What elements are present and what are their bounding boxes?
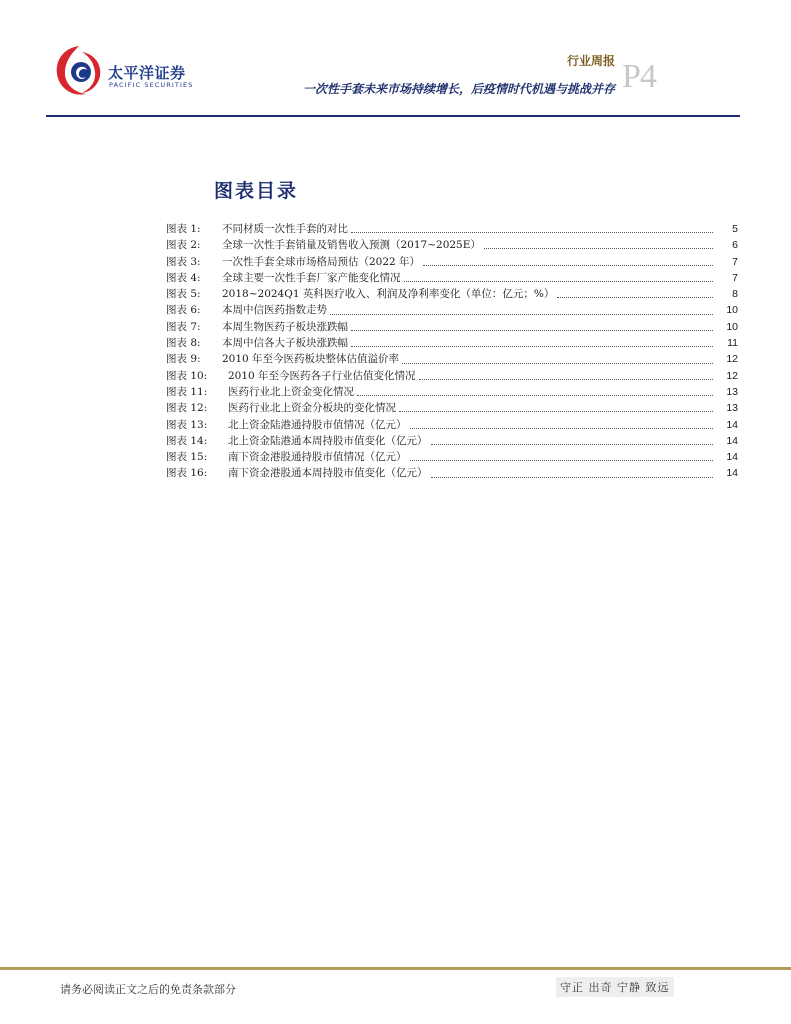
toc-entry-page: 14: [726, 434, 738, 447]
toc-entry[interactable]: [166, 417, 738, 433]
toc-dot-leader: [484, 247, 713, 249]
toc-entry-page: 7: [732, 255, 738, 268]
toc-entry-title: 北上资金陆港通持股市值情况（亿元）: [228, 418, 407, 431]
toc-entry-label: 图表 15:: [166, 451, 208, 464]
toc-entry-page: 14: [726, 451, 738, 464]
footer-divider: [0, 967, 791, 970]
toc-entry-label: 图表 8:: [166, 337, 201, 350]
toc-dot-leader: [410, 427, 714, 429]
toc-entry-page: 11: [727, 337, 738, 350]
toc-entry-title: 本周生物医药子板块涨跌幅: [222, 320, 348, 333]
toc-entry-title: 不同材质一次性手套的对比: [222, 223, 348, 235]
toc-entry-title: 医药行业北上资金分板块的变化情况: [228, 402, 396, 415]
toc-entry[interactable]: [166, 319, 738, 335]
toc-entry-title: 一次性手套全球市场格局预估（2022 年）: [222, 255, 421, 268]
toc-entry-page: 13: [726, 402, 738, 415]
toc-entry-title: 全球主要一次性手套厂家产能变化情况: [222, 271, 401, 284]
disclaimer-note: 请务必阅读正文之后的免责条款部分: [60, 983, 236, 996]
toc-entry-page: 12: [726, 369, 738, 382]
toc-dot-leader: [431, 476, 714, 478]
toc-dot-leader: [423, 264, 713, 266]
toc-entry-page: 14: [726, 467, 738, 480]
toc-entry-label: 图表 7:: [166, 320, 201, 333]
toc-list: [166, 221, 738, 482]
toc-entry[interactable]: [166, 449, 738, 465]
toc-entry-title: 全球一次性手套销量及销售收入预测（2017~2025E）: [222, 239, 481, 252]
toc-entry-label: 图表 10:: [166, 369, 208, 382]
company-motto: 守正 出奇 宁静 致远: [556, 977, 674, 997]
toc-entry-label: 图表 13:: [166, 418, 208, 431]
toc-entry-page: 13: [726, 385, 738, 398]
report-type: 行业周报: [566, 54, 615, 68]
toc-entry-label: 图表 1:: [166, 223, 201, 235]
toc-entry[interactable]: [166, 270, 738, 286]
toc-entry-page: 6: [732, 239, 738, 252]
toc-entry-page: 8: [732, 288, 738, 301]
toc-entry[interactable]: [166, 254, 738, 270]
toc-entry[interactable]: [166, 302, 738, 318]
toc-dot-leader: [402, 362, 713, 364]
page-number: P4: [622, 58, 656, 95]
toc-entry-label: 图表 3:: [166, 255, 201, 268]
toc-entry-label: 图表 5:: [166, 288, 201, 301]
toc-entry-page: 10: [726, 320, 738, 333]
toc-entry-page: 14: [726, 418, 738, 431]
toc-entry[interactable]: [166, 286, 738, 302]
toc-entry-title: 2010 年至今医药板块整体估值溢价率: [222, 353, 400, 366]
toc-entry-page: 5: [732, 223, 738, 235]
toc-entry-title: 本周中信医药指数走势: [222, 304, 327, 317]
header-divider: [46, 115, 740, 117]
toc-entry[interactable]: [166, 351, 738, 367]
toc-entry-label: 图表 6:: [166, 304, 201, 317]
toc-dot-leader: [419, 378, 713, 380]
toc-entry-title: 2010 年至今医药各子行业估值变化情况: [228, 369, 416, 382]
toc-entry-page: 7: [732, 271, 738, 284]
toc-entry-label: 图表 2:: [166, 239, 201, 252]
toc-entry-title: 医药行业北上资金变化情况: [228, 385, 354, 398]
toc-entry-label: 图表 9:: [166, 353, 201, 366]
toc-entry-label: 图表 12:: [166, 402, 208, 415]
toc-entry-label: 图表 11:: [166, 385, 208, 398]
toc-dot-leader: [351, 231, 713, 233]
toc-entry[interactable]: [166, 221, 738, 237]
toc-entry-title: 北上资金陆港通本周持股市值变化（亿元）: [228, 434, 428, 447]
toc-dot-leader: [557, 296, 713, 298]
toc-entry[interactable]: [166, 384, 738, 400]
toc-entry[interactable]: [166, 400, 738, 416]
toc-dot-leader: [357, 394, 713, 396]
toc-dot-leader: [404, 280, 714, 282]
toc-entry-page: 12: [726, 353, 738, 366]
report-title: 一次性手套未来市场持续增长，后疫情时代机遇与挑战并存: [302, 82, 615, 96]
toc-dot-leader: [399, 410, 713, 412]
toc-dot-leader: [351, 329, 713, 331]
company-logo: [52, 42, 212, 102]
toc-entry[interactable]: [166, 368, 738, 384]
toc-entry[interactable]: [166, 237, 738, 253]
pacific-securities-logo-icon: [52, 42, 106, 100]
toc-entry-title: 南下资金港股通持股市值情况（亿元）: [228, 451, 407, 464]
brand-name-cn: 太平洋证券: [108, 64, 186, 82]
toc-entry-title: 本周中信各大子板块涨跌幅: [222, 337, 348, 350]
toc-entry-page: 10: [726, 304, 738, 317]
toc-entry[interactable]: [166, 465, 738, 481]
toc-entry-label: 图表 16:: [166, 467, 208, 480]
toc-entry[interactable]: [166, 433, 738, 449]
toc-entry-label: 图表 14:: [166, 434, 208, 447]
toc-dot-leader: [410, 459, 714, 461]
toc-entry-title: 南下资金港股通本周持股市值变化（亿元）: [228, 467, 428, 480]
brand-name-en: PACIFIC SECURITIES: [109, 81, 194, 89]
toc-heading: 图表目录: [214, 180, 299, 202]
toc-entry-label: 图表 4:: [166, 271, 201, 284]
toc-dot-leader: [351, 345, 713, 347]
toc-dot-leader: [431, 443, 714, 445]
toc-dot-leader: [330, 313, 713, 315]
toc-entry-title: 2018~2024Q1 英科医疗收入、利润及净利率变化（单位：亿元；%）: [222, 288, 555, 301]
toc-entry[interactable]: [166, 335, 738, 351]
